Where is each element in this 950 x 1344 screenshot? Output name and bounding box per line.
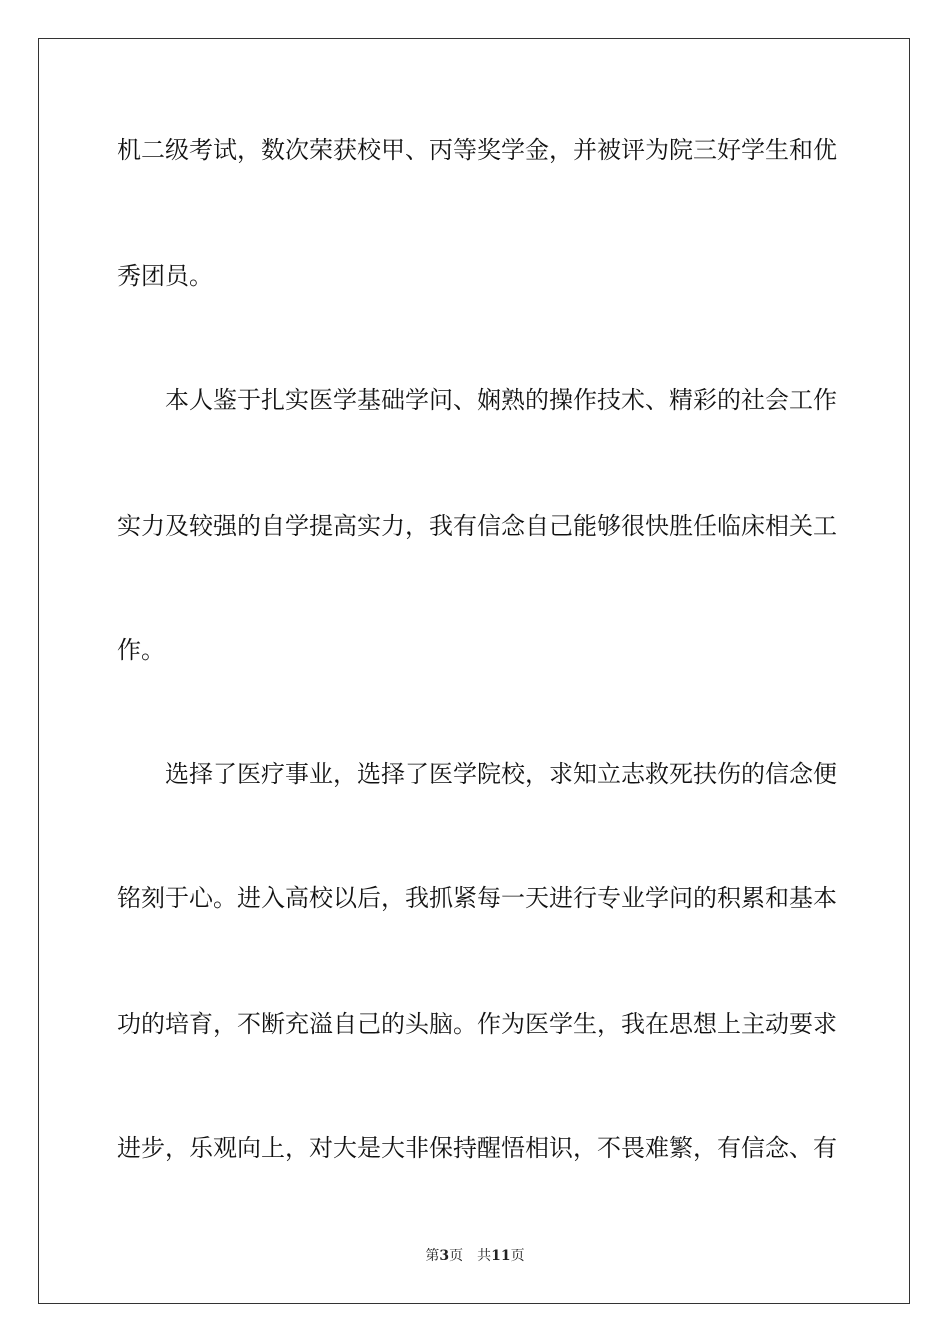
- page-suffix: 页: [449, 1248, 464, 1264]
- current-page-number: 3: [439, 1248, 450, 1264]
- paragraph-line: 选择了医疗事业，选择了医学院校，求知立志救死扶伤的信念便: [165, 760, 837, 788]
- page-footer: [0, 1244, 950, 1268]
- paragraph-line: 本人鉴于扎实医学基础学问、娴熟的操作技术、精彩的社会工作: [165, 386, 837, 414]
- total-suffix: 页: [510, 1248, 525, 1264]
- paragraph-line: 作。: [117, 636, 165, 664]
- paragraph-line: 功的培育，不断充溢自己的头脑。作为医学生，我在思想上主动要求: [117, 1010, 837, 1038]
- total-pages-number: 11: [491, 1248, 511, 1264]
- paragraph-line: 机二级考试，数次荣获校甲、丙等奖学金，并被评为院三好学生和优: [117, 136, 837, 164]
- page-prefix: 第: [425, 1248, 440, 1264]
- paragraph-line: 秀团员。: [117, 262, 213, 290]
- page-frame: [38, 38, 910, 1304]
- paragraph-line: 进步，乐观向上，对大是大非保持醒悟相识，不畏难繁，有信念、有: [117, 1134, 837, 1162]
- paragraph-line: 实力及较强的自学提高实力，我有信念自己能够很快胜任临床相关工: [117, 512, 837, 540]
- paragraph-line: 铭刻于心。进入高校以后，我抓紧每一天进行专业学问的积累和基本: [117, 884, 837, 912]
- total-prefix: 共: [477, 1248, 492, 1264]
